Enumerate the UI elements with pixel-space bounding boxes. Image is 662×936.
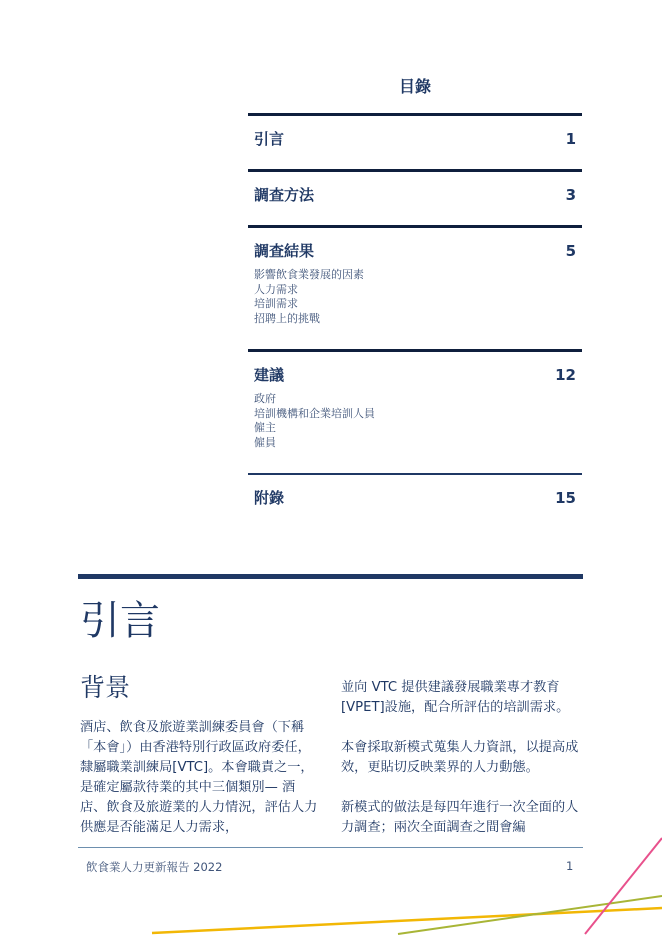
paragraph: 本會採取新模式蒐集人力資訊，以提高成效，更貼切反映業界的人力動態。 <box>341 740 579 775</box>
deco-line-yellow <box>152 908 662 933</box>
toc-entry-page: 3 <box>565 185 576 204</box>
toc-entry-label: 附錄 <box>254 489 285 507</box>
toc-sub-item[interactable]: 政府 <box>254 392 276 405</box>
toc-entry-page: 15 <box>555 488 576 507</box>
footer-page-number: 1 <box>566 859 574 873</box>
paragraph: 酒店、飲食及旅遊業訓練委員會（下稱「本會」）由香港特別行政區政府委任，隸屬職業訓練局[VTC]。本會職責之一，是確定屬款待業的其中三個類別— 酒店、飲食及旅遊業的人力情況，評估人力供應是否能滿足人力需求， <box>80 720 318 835</box>
section-title: 引言 <box>80 598 160 644</box>
toc-sub-item[interactable]: 招聘上的挑戰 <box>254 311 320 325</box>
toc-sub-item[interactable]: 僱主 <box>254 421 276 434</box>
toc-sub-item[interactable]: 影響飲食業發展的因素 <box>254 268 364 281</box>
deco-line-olive <box>398 896 662 934</box>
toc-entry-label: 引言 <box>254 130 285 148</box>
deco-line-pink <box>585 838 662 934</box>
sub-heading: 背景 <box>80 673 131 702</box>
toc-entry-label: 建議 <box>254 366 285 384</box>
paragraph: 並向 VTC 提供建議發展職業專才教育[VPET]設施，配合所評估的培訓需求。 <box>341 680 570 715</box>
toc-entry-page: 12 <box>555 365 576 384</box>
toc-entry-page: 1 <box>565 129 576 148</box>
toc-entry-label: 調查結果 <box>254 242 315 260</box>
toc-entry-label: 調查方法 <box>254 186 315 204</box>
toc-sub-item[interactable]: 僱員 <box>254 435 276 449</box>
toc-title: 目錄 <box>398 77 431 96</box>
toc-sub-item[interactable]: 人力需求 <box>254 282 298 296</box>
footer-report-name: 飲食業人力更新報告 2022 <box>86 860 223 874</box>
toc-sub-item[interactable]: 培訓機構和企業培訓人員 <box>254 406 375 420</box>
toc-entry-page: 5 <box>565 241 576 260</box>
paragraph: 新模式的做法是每四年進行一次全面的人力調查；兩次全面調查之間會編 <box>341 800 579 835</box>
toc-sub-item[interactable]: 培訓需求 <box>254 297 298 310</box>
